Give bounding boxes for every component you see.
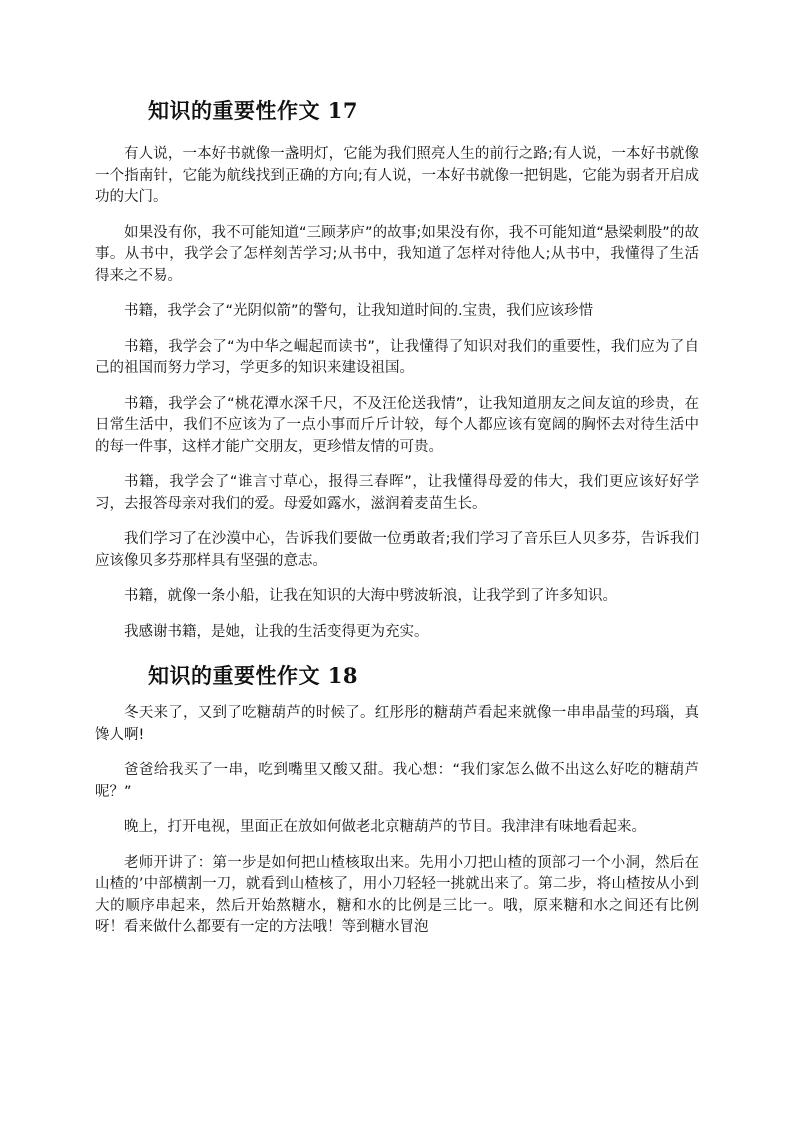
essay-section-17 bbox=[95, 88, 699, 643]
paragraph: 书籍，就像一条小船，让我在知识的大海中劈波斩浪，让我学到了许多知识。 bbox=[124, 588, 617, 604]
paragraph: 如果没有你，我不可能知道“三顾茅庐”的故事;如果没有你，我不可能知道“悬梁刺股”的故事。从书中，我学会了怎样刻苦学习;从书中，我知道了怎样对待他人;从书中，我懂得了生活得来之不易。 bbox=[95, 224, 699, 284]
section-title: 知识的重要性作文 17 bbox=[148, 98, 359, 123]
paragraph: 我们学习了在沙漠中心，告诉我们要做一位勇敢者;我们学习了音乐巨人贝多芬，告诉我们应该像贝多芬那样具有坚强的意志。 bbox=[95, 531, 699, 569]
paragraph: 书籍，我学会了“为中华之崛起而读书”，让我懂得了知识对我们的重要性，我们应为了自己的祖国而努力学习，学更多的知识来建设祖国。 bbox=[95, 338, 699, 376]
paragraph: 晚上，打开电视，里面正在放如何做老北京糖葫芦的节目。我津津有味地看起来。 bbox=[124, 819, 646, 835]
paragraph: 书籍，我学会了“光阴似箭”的警句，让我知道时间的.宝贵，我们应该珍惜 bbox=[124, 303, 594, 319]
paragraph: 冬天来了，又到了吃糖葫芦的时候了。红彤彤的糖葫芦看起来就像一串串晶莹的玛瑙，真馋人啊! bbox=[95, 705, 699, 743]
essay-section-18 bbox=[95, 653, 699, 939]
paragraph: 有人说，一本好书就像一盏明灯，它能为我们照亮人生的前行之路;有人说，一本好书就像一个指南针，它能为航线找到正确的方向;有人说，一本好书就像一把钥匙，它能为弱者开启成功的大门。 bbox=[95, 146, 699, 205]
section-title: 知识的重要性作文 18 bbox=[148, 663, 359, 688]
paragraph: 我感谢书籍，是她，让我的生活变得更为充实。 bbox=[124, 623, 429, 640]
paragraph: 老师开讲了：第一步是如何把山楂核取出来。先用小刀把山楂的顶部刁一个小洞，然后在山楂的’中部横割一刀，就看到山楂核了，用小刀轻轻一挑就出来了。第二步，将山楂按从小到大的顺序串起来，然后开始熬糖水，糖和水的比例是三比一。哦，原来糖和水之间还有比例呀！看来做什么都要有一定的方法哦！等到糖水冒泡 bbox=[95, 854, 699, 935]
document-body bbox=[95, 88, 699, 953]
paragraph: 爸爸给我买了一串，吃到嘴里又酸又甜。我心想：“我们家怎么做不出这么好吃的糖葫芦呢？” bbox=[95, 762, 699, 800]
paragraph: 书籍，我学会了“谁言寸草心，报得三春晖”，让我懂得母爱的伟大，我们更应该好好学习，去报答母亲对我们的爱。母爱如露水，滋润着麦苗生长。 bbox=[95, 474, 699, 512]
paragraph: 书籍，我学会了“桃花潭水深千尺，不及汪伦送我情”，让我知道朋友之间友谊的珍贵，在日常生活中，我们不应该为了一点小事而斤斤计较，每个人都应该有宽阔的胸怀去对待生活中的每一件事，这样才能广交朋友，更珍惜友情的可贵。 bbox=[95, 395, 699, 455]
